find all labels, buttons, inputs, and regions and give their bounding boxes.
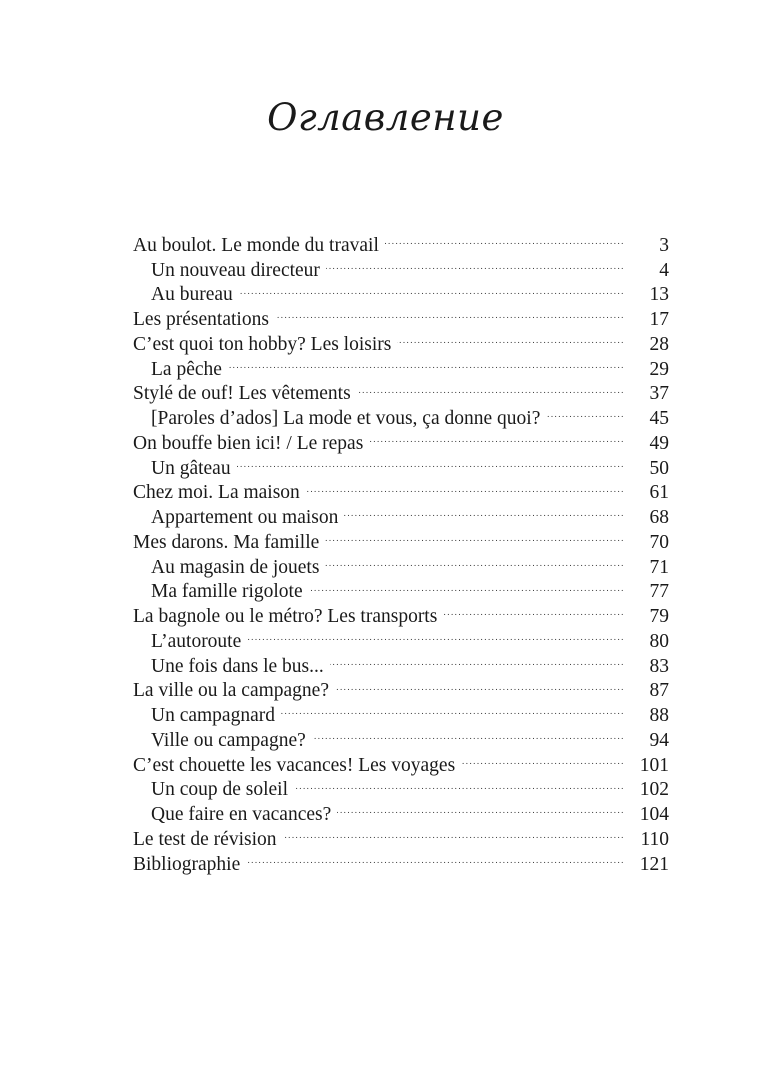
toc-entry-page-number: 102	[639, 779, 669, 801]
dot-leader	[461, 746, 623, 771]
toc-entry-label: Un campagnard	[151, 705, 275, 726]
toc-entry-page-number: 13	[649, 284, 669, 306]
page-title: Оглавление	[267, 96, 504, 139]
toc-entry-page-number: 45	[649, 408, 669, 429]
dot-leader	[239, 276, 623, 301]
dot-leader	[385, 226, 623, 251]
dot-leader	[275, 300, 623, 325]
dot-leader	[369, 424, 623, 449]
toc-entry-label: L’autoroute	[151, 630, 242, 652]
toc-entry-label: Une fois dans le bus...	[151, 655, 324, 677]
toc-entry-page-number: 88	[649, 705, 669, 726]
toc-entry-label: Ma famille rigolote	[151, 581, 303, 603]
toc-entry-label: La bagnole ou le métro? Les transports	[133, 606, 438, 627]
dot-leader	[335, 672, 623, 697]
toc-entry-label: La ville ou la campagne?	[133, 680, 329, 702]
toc-entry-label: Ville ou campagne?	[151, 729, 306, 751]
toc-entry-label: [Paroles d’ados] La mode et vous, ça donne quoi?	[151, 408, 541, 429]
toc-entry-page-number: 49	[649, 432, 669, 454]
toc-entry-page-number: 110	[640, 828, 669, 850]
dot-leader	[246, 845, 623, 870]
toc-entry-page-number: 121	[639, 853, 669, 875]
toc-entry-label: On bouffe bien ici! / Le repas	[133, 432, 364, 454]
toc-entry-page-number: 17	[649, 309, 669, 330]
dot-leader	[312, 721, 623, 746]
toc-entry-page-number: 104	[639, 804, 669, 825]
toc-entry-page-number: 87	[649, 680, 669, 702]
toc-entry-label: Un gâteau	[151, 457, 231, 479]
dot-leader	[281, 696, 623, 721]
dot-leader	[330, 647, 623, 672]
toc-entry-label: Au bureau	[151, 284, 233, 306]
toc-entry-page-number: 28	[649, 333, 669, 355]
toc-entry-page-number: 83	[649, 655, 669, 677]
toc-entry-label: Mes darons. Ma famille	[133, 531, 320, 553]
toc-entry-page-number: 77	[649, 581, 669, 603]
dot-leader	[546, 399, 623, 424]
toc-entry-page-number: 37	[649, 383, 669, 405]
dot-leader	[306, 474, 623, 499]
table-of-contents	[133, 226, 669, 875]
dot-leader	[294, 771, 623, 796]
dot-leader	[325, 523, 623, 548]
dot-leader	[337, 795, 623, 820]
toc-entry-page-number: 70	[649, 531, 669, 553]
toc-entry-label: Bibliographie	[133, 853, 241, 875]
toc-entry-page-number: 71	[649, 556, 669, 578]
toc-entry-page-number: 79	[649, 606, 669, 627]
toc-entry-label: Chez moi. La maison	[133, 482, 300, 504]
toc-entry-label: Le test de révision	[133, 828, 277, 850]
toc-entry-page-number: 3	[659, 234, 669, 256]
toc-entry-page-number: 94	[649, 729, 669, 751]
toc-entry-page-number: 29	[649, 358, 669, 380]
dot-leader	[247, 622, 623, 647]
toc-entry-label: C’est chouette les vacances! Les voyages	[133, 754, 456, 776]
toc-entry-page-number: 4	[659, 259, 669, 281]
toc-entry-label: C’est quoi ton hobby? Les loisirs	[133, 333, 392, 355]
toc-entry-page-number: 101	[639, 754, 669, 776]
toc-entry-label: Que faire en vacances?	[151, 804, 332, 825]
toc-entry-label: La pêche	[151, 358, 222, 380]
toc-entry-label: Au magasin de jouets	[151, 556, 320, 578]
toc-entry-label: Appartement ou maison	[151, 507, 339, 528]
dot-leader	[228, 350, 623, 375]
toc-entry-page-number: 80	[649, 630, 669, 652]
dot-leader	[325, 548, 623, 573]
toc-entry	[133, 226, 669, 256]
toc-entry-label: Un nouveau directeur	[151, 259, 320, 281]
dot-leader	[357, 375, 623, 400]
dot-leader	[309, 573, 623, 598]
toc-entry-page-number: 61	[649, 482, 669, 504]
toc-entry-label: Les présentations	[133, 309, 269, 330]
toc-entry-page-number: 50	[649, 457, 669, 479]
toc-entry-label: Stylé de ouf! Les vêtements	[133, 383, 351, 405]
toc-entry-label: Au boulot. Le monde du travail	[133, 234, 379, 256]
dot-leader	[443, 597, 623, 622]
toc-entry-label: Un coup de soleil	[151, 779, 289, 801]
dot-leader	[237, 449, 623, 474]
dot-leader	[397, 325, 623, 350]
dot-leader	[283, 820, 624, 845]
toc-entry-page-number: 68	[649, 507, 669, 528]
dot-leader	[344, 498, 623, 523]
dot-leader	[326, 251, 623, 276]
